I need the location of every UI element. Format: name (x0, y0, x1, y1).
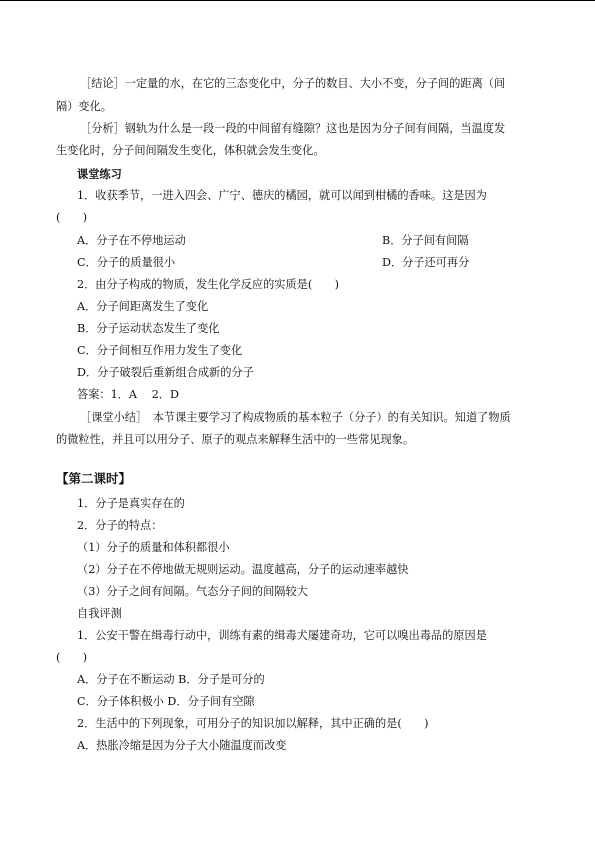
q2-option-d: D．分子破裂后重新组合成新的分子 (77, 366, 254, 379)
conclusion-line-2: 隔）变化。 (56, 100, 112, 113)
q1-option-d: D．分子还可再分 (382, 256, 470, 269)
analysis-line-2: 生变化时，分子间间隔发生变化，体积就会发生变化。 (56, 144, 325, 157)
point-2-sub-2: （2）分子在不停地做无规则运动。温度越高，分子的运动速率越快 (77, 563, 409, 576)
sa-q2-option-a: A．热胀冷缩是因为分子大小随温度而改变 (77, 739, 287, 752)
q2-option-c: C．分子间相互作用力发生了变化 (77, 344, 243, 357)
sa-question-2-stem: 2．生活中的下列现象，可用分子的知识加以解释，其中正确的是( ) (77, 717, 429, 730)
summary-line-1: ［课堂小结］ 本节课主要学习了构成物质的基本粒子（分子）的有关知识。知道了物质 (80, 411, 511, 424)
sa-question-1-stem: 1．公安干警在缉毒行动中，训练有素的缉毒犬屡建奇功，它可以嗅出毒品的原因是 (77, 629, 487, 642)
sa-q1-options-cd: C．分子体积极小 D．分子间有空隙 (77, 695, 255, 708)
analysis-line-1: ［分析］钢轨为什么是一段一段的中间留有缝隙？这也是因为分子间有间隔，当温度发 (80, 122, 506, 135)
section-heading-second-lesson: 【第二课时】 (56, 471, 132, 486)
question-1-blank: ( ) (56, 211, 88, 224)
q1-option-b: B．分子间有间隔 (382, 234, 469, 247)
q2-option-b: B．分子运动状态发生了变化 (77, 322, 220, 335)
point-2-sub-3: （3）分子之间有间隔。气态分子间的间隔较大 (77, 585, 308, 598)
page-top-rule (0, 0, 595, 1)
self-assessment-heading: 自我评测 (77, 607, 122, 620)
point-2: 2．分子的特点： (77, 519, 163, 532)
conclusion-line-1: ［结论］一定量的水，在它的三态变化中，分子的数目、大小不变，分子间的距离（间 (80, 77, 506, 90)
section-heading-class-practice: 课堂练习 (77, 167, 122, 181)
q2-option-a: A．分子间距离发生了变化 (77, 300, 209, 313)
sa-q1-options-ab: A．分子在不断运动 B．分子是可分的 (77, 673, 265, 686)
q1-option-c: C．分子的质量很小 (77, 256, 176, 269)
point-1: 1．分子是真实存在的 (77, 497, 185, 510)
question-1-stem: 1．收获季节，一进入四会、广宁、德庆的橘园，就可以闻到柑橘的香味。这是因为 (77, 189, 487, 202)
point-2-sub-1: （1）分子的质量和体积都很小 (77, 541, 230, 554)
answer-key: 答案：1．A 2．D (77, 388, 179, 401)
summary-line-2: 的微粒性，并且可以用分子、原子的观点来解释生活中的一些常见现象。 (56, 433, 415, 446)
sa-question-1-blank: ( ) (56, 651, 88, 664)
q1-option-a: A．分子在不停地运动 (77, 234, 186, 247)
question-2-stem: 2．由分子构成的物质，发生化学反应的实质是( ) (77, 278, 339, 291)
